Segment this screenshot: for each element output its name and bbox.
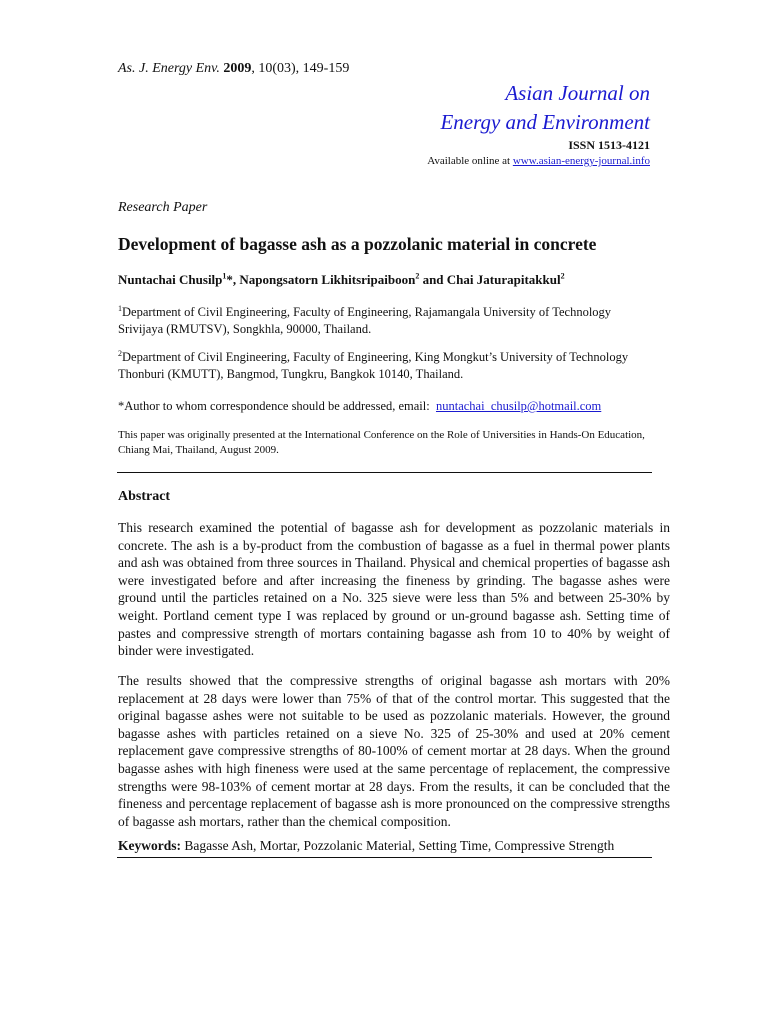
keywords-label: Keywords: [118, 838, 181, 853]
header-divider [117, 472, 652, 473]
correspondence-line [118, 398, 650, 415]
paper-type: Research Paper [118, 200, 208, 215]
availability-line [427, 155, 650, 167]
abstract-paragraph-2: The results showed that the compressive strengths of original bagasse ash mortars with 20% replacement at 28 days were lower than 75% of that of the control mortar. This suggested that the original bagasse ashes were not suitable to be used as pozzolanic materials. However, the ground bagasse ashes with particles retained on a sieve No. 325 of 25-30% and used at 20% cement replacement gave compressive strengths of 80-100% of cement mortar at 28 days. When the ground bagasse ashes with high fineness were used at the same percentage of replacement, the compressive strengths were 98-103% of cement mortar at 28 days. From the results, it can be concluded that the fineness and percentage replacement of bagasse ash is more pronounced on the compressive strengths of bagasse ash mortars, rather than the chemical composition. [118, 673, 670, 829]
issn: ISSN 1513-4121 [568, 138, 650, 152]
abstract-heading: Abstract [118, 489, 171, 504]
affiliation-2 [118, 349, 650, 383]
author-name: Napongsatorn Likhitsripaiboon [239, 272, 416, 287]
author-separator: , [232, 272, 240, 287]
paper-title: Development of bagasse ash as a pozzolanic material in concrete [118, 234, 597, 254]
correspondence-email-link[interactable]: nuntachai_chusilp@hotmail.com [435, 399, 602, 413]
corresponding-author-mark: * [226, 272, 233, 287]
author-name: Chai Jaturapitakkul [446, 272, 561, 287]
affiliation-marker: 2 [118, 348, 122, 358]
author-name: Nuntachai Chusilp [118, 272, 223, 287]
correspondence-label: *Author to whom correspondence should be addressed, email: [118, 399, 436, 413]
author-affiliation-marker: 1 [222, 271, 227, 281]
keywords-line [118, 838, 614, 854]
keywords-divider [117, 857, 652, 858]
abstract-paragraph-1: This research examined the potential of bagasse ash for development as pozzolanic materials in concrete. The ash is a by-product from the combustion of bagasse as a fuel in thermal power plants and ash was obtained from three sources in Thailand. Physical and chemical properties of bagasse ash were investigated before and after increasing the fineness by grinding. The bagasse ashes were ground until the particles retained on a No. 325 sieve were less than 5% and between 25-30% by weight. Portland cement type I was replaced by ground or un-ground bagasse ash. Setting time of pastes and compressive strength of mortars containing bagasse ash from 10 to 40% by weight of binder were investigated. [118, 520, 670, 659]
journal-header [427, 79, 650, 167]
author-affiliation-marker: 2 [560, 271, 565, 281]
citation-volume-pages: , 10(03), 149-159 [251, 61, 350, 76]
author-list [118, 272, 565, 288]
affiliation-1 [118, 304, 650, 338]
journal-abbreviation: As. J. Energy Env. [118, 61, 220, 76]
keywords-text: Bagasse Ash, Mortar, Pozzolanic Material, Setting Time, Compressive Strength [181, 838, 615, 853]
affiliation-text: Department of Civil Engineering, Faculty of Engineering, King Mongkut’s University of Technology Thonburi (KMUTT), Bangmod, Tungkru, Bangkok 10140, Thailand. [118, 350, 629, 381]
affiliation-marker: 1 [118, 303, 122, 313]
conference-note: This paper was originally presented at the International Conference on the Role of Universities in Hands-On Education, Chiang Mai, Thailand, August 2009. [118, 429, 645, 456]
citation-year: 2009 [223, 61, 252, 76]
affiliation-text: Department of Civil Engineering, Faculty of Engineering, Rajamangala University of Technology Srivijaya (RMUTSV), Songkhla, 90000, Thailand. [118, 305, 612, 336]
journal-name-line1: Asian Journal on [505, 81, 650, 105]
journal-url-link[interactable]: www.asian-energy-journal.info [512, 155, 650, 167]
journal-name-line2: Energy and Environment [440, 110, 650, 134]
available-prefix: Available online at [427, 155, 513, 167]
citation-line [118, 61, 349, 77]
author-affiliation-marker: 2 [415, 271, 420, 281]
author-separator: and [419, 272, 447, 287]
